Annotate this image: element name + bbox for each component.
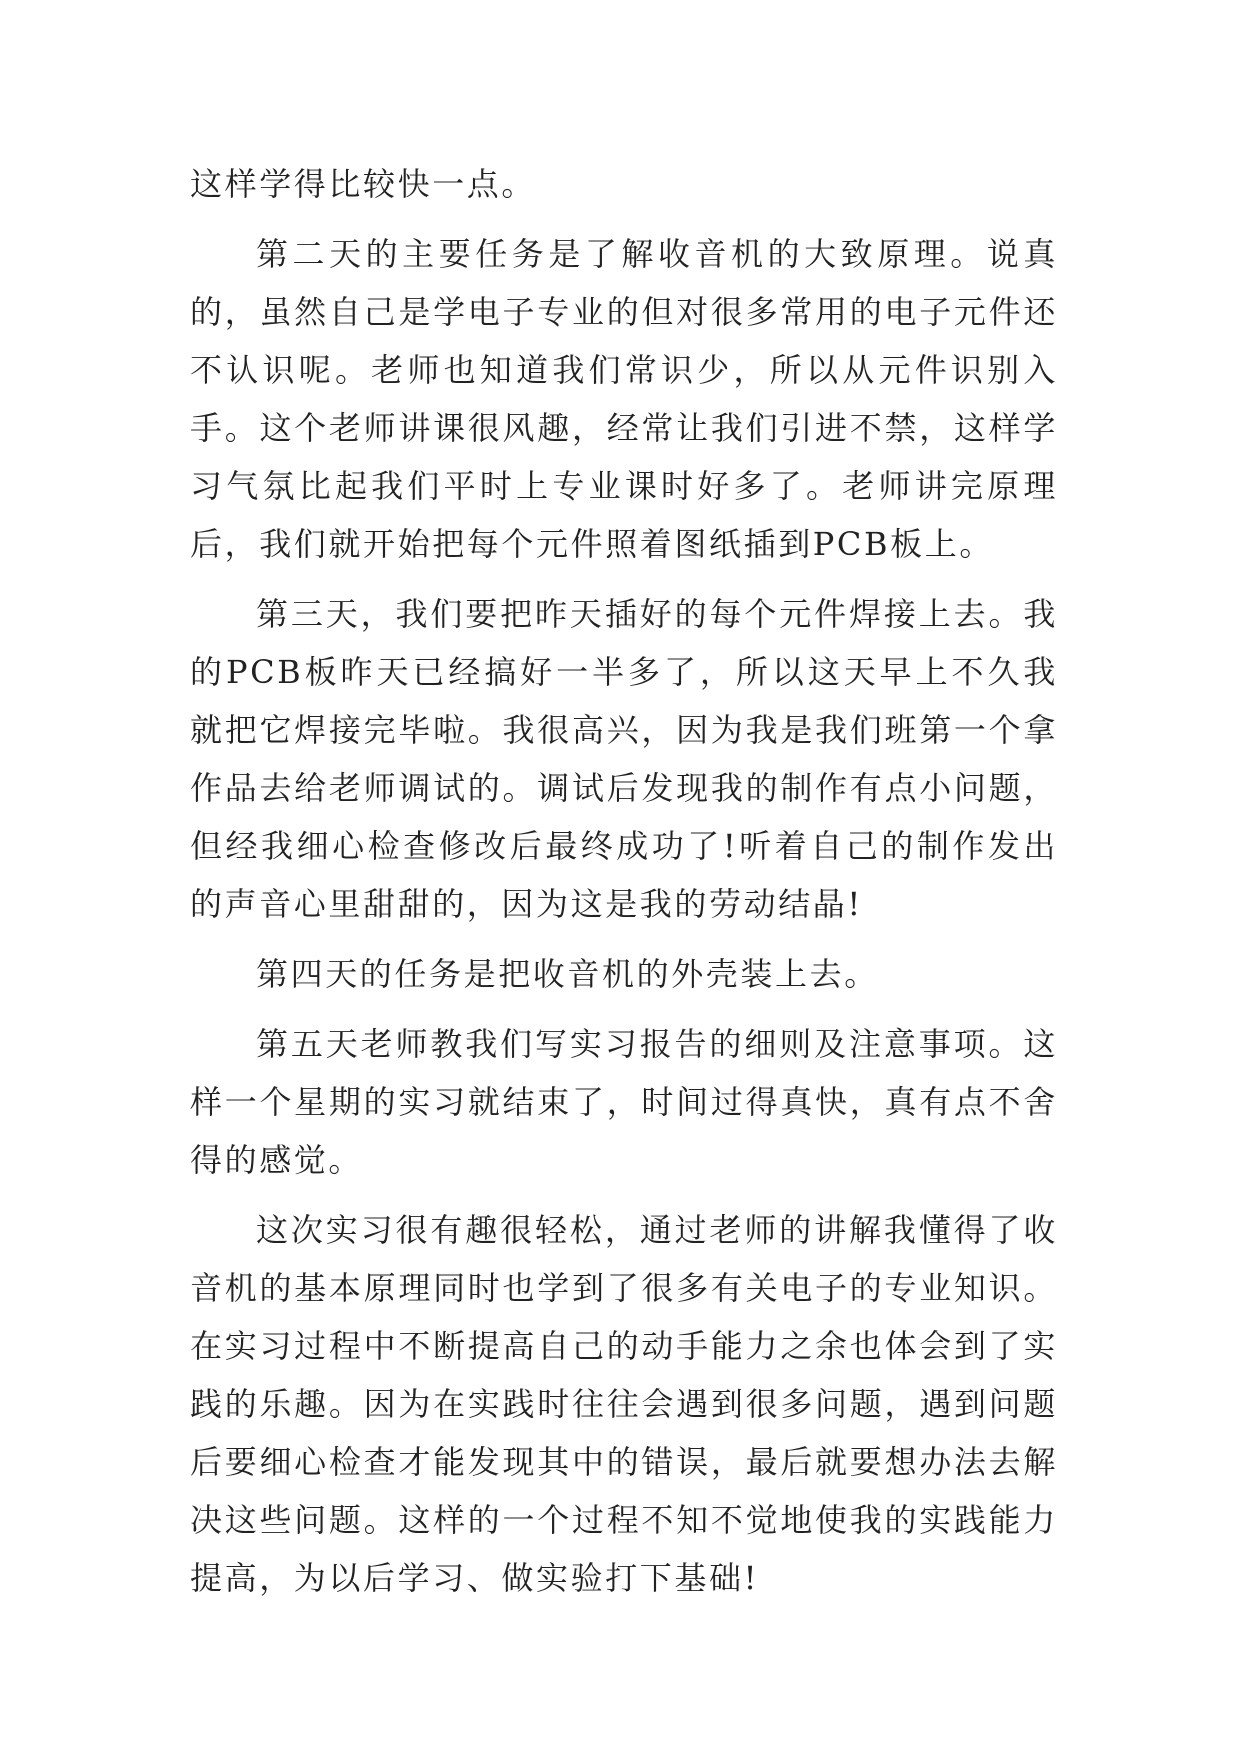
document-body <box>190 155 1058 1607</box>
paragraph-day-five: 第五天老师教我们写实习报告的细则及注意事项。这样一个星期的实习就结束了，时间过得真快，真有点不舍得的感觉。 <box>190 1025 1058 1179</box>
paragraph-continuation: 这样学得比较快一点。 <box>190 165 537 203</box>
paragraph-summary: 这次实习很有趣很轻松，通过老师的讲解我懂得了收音机的基本原理同时也学到了很多有关电子的专业知识。在实习过程中不断提高自己的动手能力之余也体会到了实践的乐趣。因为在实践时往往会遇到很多问题，遇到问题后要细心检查才能发现其中的错误，最后就要想办法去解决这些问题。这样的一个过程不知不觉地使我的实践能力提高，为以后学习、做实验打下基础! <box>190 1211 1058 1597</box>
paragraph-day-four: 第四天的任务是把收音机的外壳装上去。 <box>256 955 879 993</box>
paragraph-day-three: 第三天，我们要把昨天插好的每个元件焊接上去。我的PCB板昨天已经搞好一半多了，所以这天早上不久我就把它焊接完毕啦。我很高兴，因为我是我们班第一个拿作品去给老师调试的。调试后发现我的制作有点小问题，但经我细心检查修改后最终成功了!听着自己的制作发出的声音心里甜甜的，因为这是我的劳动结晶! <box>190 595 1058 923</box>
paragraph-day-two: 第二天的主要任务是了解收音机的大致原理。说真的，虽然自己是学电子专业的但对很多常用的电子元件还不认识呢。老师也知道我们常识少，所以从元件识别入手。这个老师讲课很风趣，经常让我们引进不禁，这样学习气氛比起我们平时上专业课时好多了。老师讲完原理后，我们就开始把每个元件照着图纸插到PCB板上。 <box>190 235 1058 563</box>
